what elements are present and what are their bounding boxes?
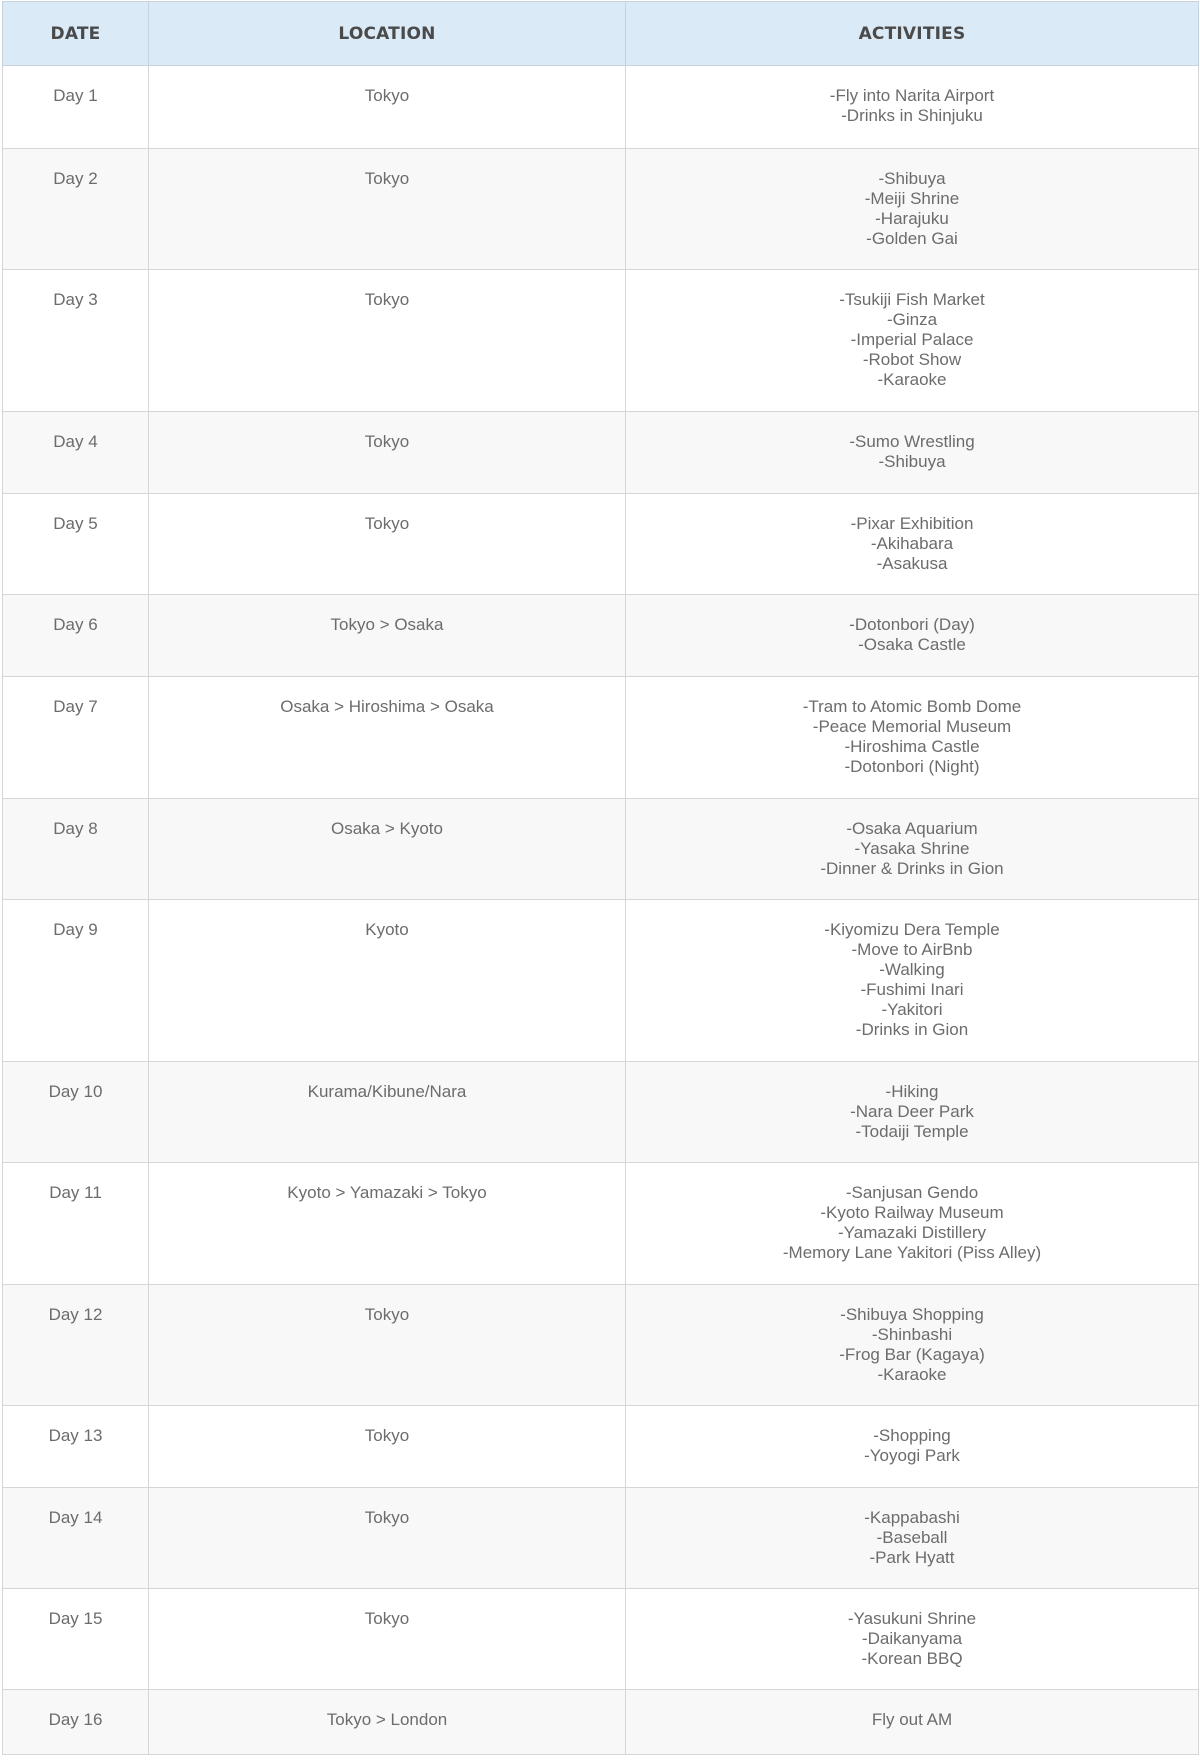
date-cell: Day 5 <box>3 494 149 595</box>
activities-cell <box>626 412 1199 494</box>
activity-item: -Dotonbori (Night) <box>844 757 980 776</box>
activity-item: -Yakitori <box>881 1000 943 1019</box>
activities-cell <box>626 595 1199 677</box>
activities-cell <box>626 1488 1199 1589</box>
activity-item: -Shibuya <box>878 452 946 471</box>
activity-item: -Shibuya Shopping <box>840 1305 984 1324</box>
activities-cell <box>626 677 1199 799</box>
activity-item: -Yasaka Shrine <box>854 839 970 858</box>
activities-cell <box>626 149 1199 270</box>
activities-cell <box>626 1163 1199 1285</box>
date-cell: Day 9 <box>3 900 149 1062</box>
activity-item: -Park Hyatt <box>869 1548 955 1567</box>
activities-cell <box>626 494 1199 595</box>
activity-item: -Todaiji Temple <box>855 1122 969 1141</box>
table-row <box>3 1406 1199 1488</box>
activity-item: -Fly into Narita Airport <box>829 86 995 105</box>
activities-cell <box>626 799 1199 900</box>
table-row <box>3 1488 1199 1589</box>
table-row <box>3 494 1199 595</box>
activity-item: -Yasukuni Shrine <box>847 1609 977 1628</box>
location-cell: Tokyo <box>149 270 626 412</box>
location-cell: Osaka > Hiroshima > Osaka <box>149 677 626 799</box>
date-cell: Day 4 <box>3 412 149 494</box>
activities-cell <box>626 270 1199 412</box>
date-cell: Day 8 <box>3 799 149 900</box>
table-row <box>3 1163 1199 1285</box>
header-row <box>3 2 1199 66</box>
location-cell: Kurama/Kibune/Nara <box>149 1062 626 1163</box>
table-row <box>3 1690 1199 1755</box>
activity-item: -Drinks in Shinjuku <box>841 106 983 125</box>
date-cell: Day 2 <box>3 149 149 270</box>
activity-item: -Shopping <box>873 1426 951 1445</box>
activity-item: -Karaoke <box>877 370 947 389</box>
table-row <box>3 1589 1199 1690</box>
activity-item: -Karaoke <box>877 1365 947 1384</box>
activity-item: -Ginza <box>886 310 938 329</box>
location-cell: Kyoto <box>149 900 626 1062</box>
location-cell: Tokyo <box>149 149 626 270</box>
date-cell: Day 16 <box>3 1690 149 1755</box>
activity-item: -Golden Gai <box>866 229 958 248</box>
table-row <box>3 66 1199 149</box>
activity-item: -Shibuya <box>878 169 946 188</box>
date-cell: Day 12 <box>3 1285 149 1406</box>
activities-cell <box>626 1062 1199 1163</box>
activity-item: -Memory Lane Yakitori (Piss Alley) <box>782 1243 1042 1262</box>
date-cell: Day 7 <box>3 677 149 799</box>
date-cell: Day 10 <box>3 1062 149 1163</box>
activity-item: -Harajuku <box>875 209 949 228</box>
activity-item: -Tsukiji Fish Market <box>839 290 985 309</box>
activity-item: -Tram to Atomic Bomb Dome <box>802 697 1022 716</box>
activity-item: -Shinbashi <box>871 1325 953 1344</box>
date-cell: Day 15 <box>3 1589 149 1690</box>
activity-item: -Asakusa <box>876 554 948 573</box>
activities-cell <box>626 1285 1199 1406</box>
header-location: LOCATION <box>149 2 626 66</box>
header-activities: ACTIVITIES <box>626 2 1199 66</box>
location-cell: Kyoto > Yamazaki > Tokyo <box>149 1163 626 1285</box>
activity-item: -Baseball <box>876 1528 948 1547</box>
activity-item: -Pixar Exhibition <box>850 514 974 533</box>
activity-item: -Kiyomizu Dera Temple <box>824 920 1000 939</box>
activity-item: -Hiking <box>885 1082 939 1101</box>
activity-item: -Hiroshima Castle <box>844 737 980 756</box>
location-cell: Osaka > Kyoto <box>149 799 626 900</box>
location-cell: Tokyo <box>149 1285 626 1406</box>
activity-item: -Korean BBQ <box>861 1649 963 1668</box>
location-cell: Tokyo > Osaka <box>149 595 626 677</box>
activities-cell <box>626 1589 1199 1690</box>
table-row <box>3 270 1199 412</box>
activity-item: Fly out AM <box>871 1710 953 1729</box>
itinerary-table <box>2 1 1199 1755</box>
activity-item: -Dotonbori (Day) <box>849 615 975 634</box>
activity-item: -Dinner & Drinks in Gion <box>820 859 1004 878</box>
activities-cell <box>626 900 1199 1062</box>
activity-item: -Sanjusan Gendo <box>845 1183 979 1202</box>
location-cell: Tokyo > London <box>149 1690 626 1755</box>
date-cell: Day 14 <box>3 1488 149 1589</box>
activity-item: -Peace Memorial Museum <box>812 717 1012 736</box>
location-cell: Tokyo <box>149 1589 626 1690</box>
activity-item: -Osaka Aquarium <box>846 819 978 838</box>
location-cell: Tokyo <box>149 66 626 149</box>
activity-item: -Daikanyama <box>861 1629 963 1648</box>
table-row <box>3 677 1199 799</box>
date-cell: Day 13 <box>3 1406 149 1488</box>
activity-item: -Move to AirBnb <box>851 940 973 959</box>
header-date: DATE <box>3 2 149 66</box>
table-row <box>3 149 1199 270</box>
date-cell: Day 1 <box>3 66 149 149</box>
table-row <box>3 799 1199 900</box>
activity-item: -Fushimi Inari <box>860 980 964 999</box>
date-cell: Day 6 <box>3 595 149 677</box>
table-body <box>3 66 1199 1755</box>
location-cell: Tokyo <box>149 1488 626 1589</box>
location-cell: Tokyo <box>149 494 626 595</box>
activity-item: -Walking <box>879 960 945 979</box>
activity-item: -Robot Show <box>862 350 962 369</box>
activity-item: -Yoyogi Park <box>864 1446 960 1465</box>
table-header <box>3 2 1199 66</box>
activity-item: -Kyoto Railway Museum <box>820 1203 1004 1222</box>
activity-item: -Sumo Wrestling <box>849 432 975 451</box>
table-row <box>3 1062 1199 1163</box>
activities-cell <box>626 1690 1199 1755</box>
activity-item: -Kappabashi <box>864 1508 960 1527</box>
table-row <box>3 412 1199 494</box>
activity-item: -Frog Bar (Kagaya) <box>839 1345 985 1364</box>
activities-cell <box>626 1406 1199 1488</box>
activity-item: -Drinks in Gion <box>855 1020 969 1039</box>
activity-item: -Akihabara <box>870 534 954 553</box>
table-row <box>3 1285 1199 1406</box>
activity-item: -Imperial Palace <box>850 330 974 349</box>
location-cell: Tokyo <box>149 1406 626 1488</box>
table-row <box>3 595 1199 677</box>
activity-item: -Meiji Shrine <box>864 189 960 208</box>
activity-item: -Nara Deer Park <box>850 1102 974 1121</box>
date-cell: Day 11 <box>3 1163 149 1285</box>
activity-item: -Yamazaki Distillery <box>838 1223 986 1242</box>
activity-item: -Osaka Castle <box>858 635 966 654</box>
table-row <box>3 900 1199 1062</box>
location-cell: Tokyo <box>149 412 626 494</box>
activities-cell <box>626 66 1199 149</box>
date-cell: Day 3 <box>3 270 149 412</box>
